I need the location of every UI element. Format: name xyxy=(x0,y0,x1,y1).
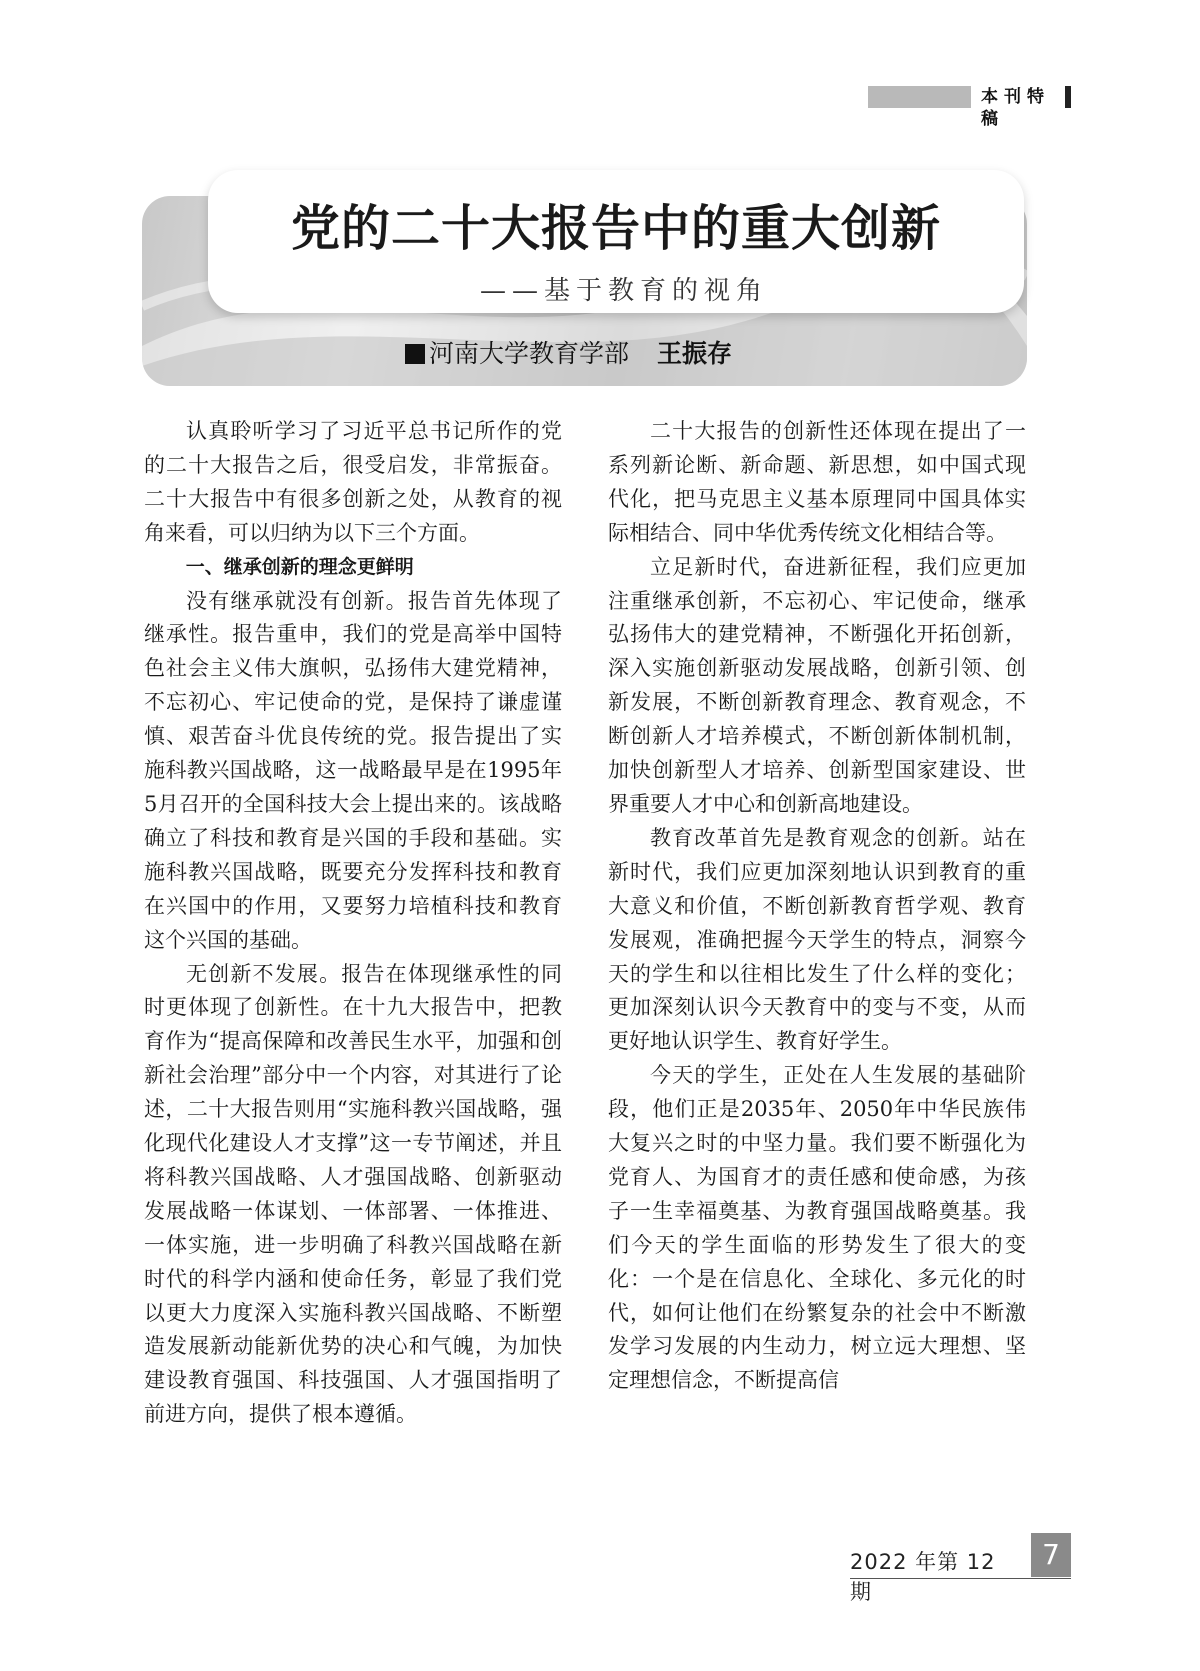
footer-rule xyxy=(850,1578,1071,1579)
section-header-bar xyxy=(868,86,1071,129)
paragraph: 教育改革首先是教育观念的创新。站在新时代，我们应更加深刻地认识到教育的重大意义和价值，不断创新教育哲学观、教育发展观，准确把握今天学生的特点，洞察今天的学生和以往相比发生了什么样的变化；更加深刻认识今天教育中的变与不变，从而更好地认识学生、教育好学生。 xyxy=(608,825,1026,1054)
section-bar-grey-block xyxy=(868,86,971,108)
section-label: 本刊特稿 xyxy=(981,87,1050,129)
paragraph: 二十大报告的创新性还体现在提出了一系列新论断、新命题、新思想，如中国式现代化，把马克思主义基本原理同中国具体实际相结合、同中华优秀传统文化相结合等。 xyxy=(608,419,1026,545)
paragraph: 今天的学生，正处在人生发展的基础阶段，他们正是2035年、2050年中华民族伟大复兴之时的中坚力量。我们要不断强化为党育人、为国育才的责任感和使命感，为孩子一生幸福奠基、为教育强国战略奠基。我们今天的学生面临的形势发生了很大的变化：一个是在信息化、全球化、多元化的时代，如何让他们在纷繁复杂的社会中不断激发学习发展的内生动力，树立远大理想、坚定理想信念，不断提高信 xyxy=(608,1063,1026,1393)
article-title: 党的二十大报告中的重大创新 xyxy=(290,199,941,257)
paragraph: 立足新时代，奋进新征程，我们应更加注重继承创新，不忘初心、牢记使命，继承弘扬伟大的建党精神，不断强化开拓创新，深入实施创新驱动发展战略，创新引领、创新发展，不断创新教育理念、教育观念，不断创新人才培养模式，不断创新体制机制，加快创新型人才培养、创新型国家建设、世界重要人才中心和创新高地建设。 xyxy=(608,554,1026,816)
author-line xyxy=(405,334,825,370)
bullet-square-icon xyxy=(405,344,425,364)
author-name: 王振存 xyxy=(657,339,733,368)
author-affiliation: 河南大学教育学部 xyxy=(429,339,630,368)
paragraph: 无创新不发展。报告在体现继承性的同时更体现了创新性。在十九大报告中，把教育作为“提高保障和改善民生水平，加强和创新社会治理”部分中一个内容，对其进行了论述，二十大报告则用“实施科教兴国战略，强化现代化建设人才支撑”这一专节阐述，并且将科教兴国战略、人才强国战略、创新驱动发展战略一体谋划、一体部署、一体推进、一体实施，进一步明确了科教兴国战略在新时代的科学内涵和使命任务，彰显了我们党以更大力度深入实施科教兴国战略、不断塑造发展新动能新优势的决心和气魄，为加快建设教育强国、科技强国、人才强国指明了前进方向，提供了根本遵循。 xyxy=(144,961,562,1427)
page-number: 7 xyxy=(1031,1533,1071,1577)
body-column-right xyxy=(608,415,1026,1398)
section-heading: 一、继承创新的理念更鲜明 xyxy=(185,555,414,578)
body-column-left xyxy=(144,415,562,1432)
paragraph: 没有继承就没有创新。报告首先体现了继承性。报告重申，我们的党是高举中国特色社会主义伟大旗帜，弘扬伟大建党精神，不忘初心、牢记使命的党，是保持了谦虚谨慎、艰苦奋斗优良传统的党。报告提出了实施科教兴国战略，这一战略最早是在1995年5月召开的全国科技大会上提出来的。该战略确立了科技和教育是兴国的手段和基础。实施科教兴国战略，既要充分发挥科技和教育在兴国中的作用，又要努力培植科技和教育这个兴国的基础。 xyxy=(144,588,562,952)
article-subtitle: ——基于教育的视角 xyxy=(480,276,769,306)
section-bar-tick xyxy=(1065,86,1071,108)
issue-label: 2022 年第 12 期 xyxy=(850,1550,996,1604)
paragraph: 认真聆听学习了习近平总书记所作的党的二十大报告之后，很受启发，非常振奋。二十大报告中有很多创新之处，从教育的视角来看，可以归纳为以下三个方面。 xyxy=(144,419,562,545)
